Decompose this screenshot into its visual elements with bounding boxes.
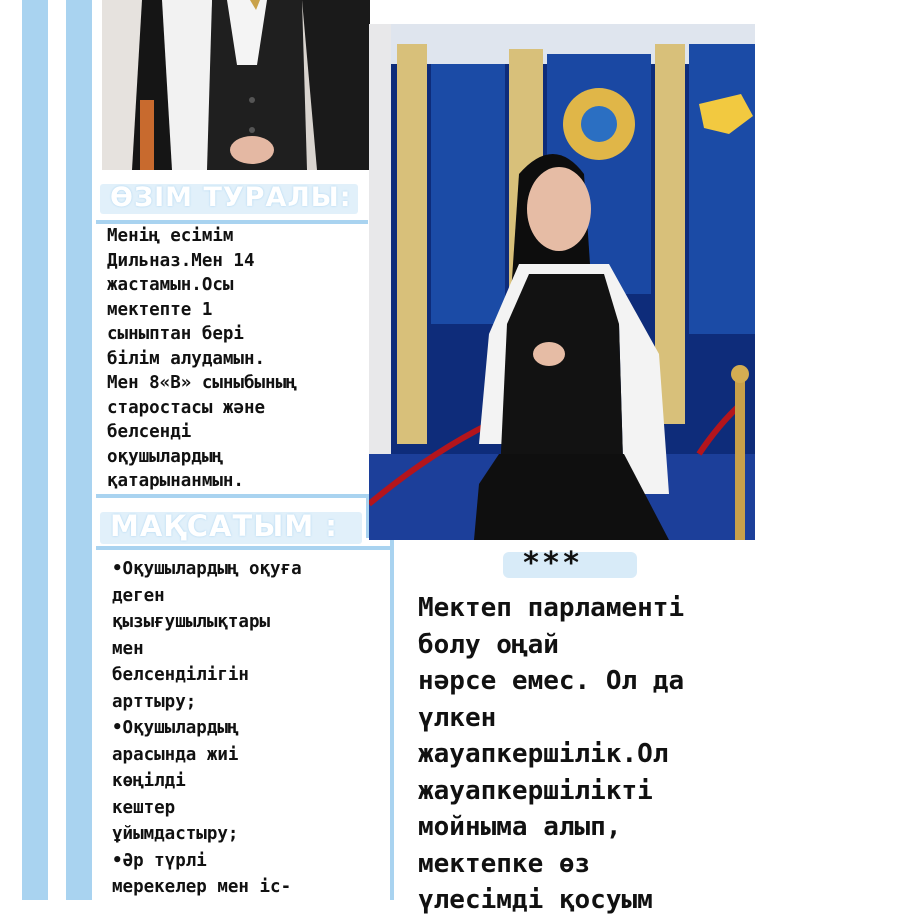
left-stripe-outer [22,0,48,900]
goals-divider [96,546,390,550]
quote-decoration: *** [522,546,583,581]
top-photo [102,0,370,170]
main-photo [369,24,755,540]
goals-item: •Оқушылардың оқуға деген қызығушылықтары мен белсенділігін арттыру; [112,559,302,712]
about-divider-bottom [96,494,368,498]
left-stripe-inner [66,0,92,900]
goals-item: •Әр түрлі мерекелер мен іс- [112,850,292,897]
goals-divider-right [390,540,394,900]
about-heading: ӨЗІМ ТУРАЛЫ: [110,182,352,213]
quote-text: Мектеп парламенті болу оңай нәрсе емес. Ол да үлкен жауапкершілік.Ол жауапкершілікті мойныма алып, мектепке өз үлесімді қосуым [418,593,685,915]
goals-heading: МАҚСАТЫМ : [110,509,338,543]
goals-item: •Оқушылардың арасында жиі көңілді кештер ұйымдастыру; [112,718,239,844]
about-text: Менің есімім Дильназ.Мен 14 жастамын.Осы мектепте 1 сыныптан бері білім алудамын. Мен 8«В» сыныбының старостасы және белсенді оқушылардың қатарынанмын. [107,226,297,491]
goals-list [112,556,302,901]
